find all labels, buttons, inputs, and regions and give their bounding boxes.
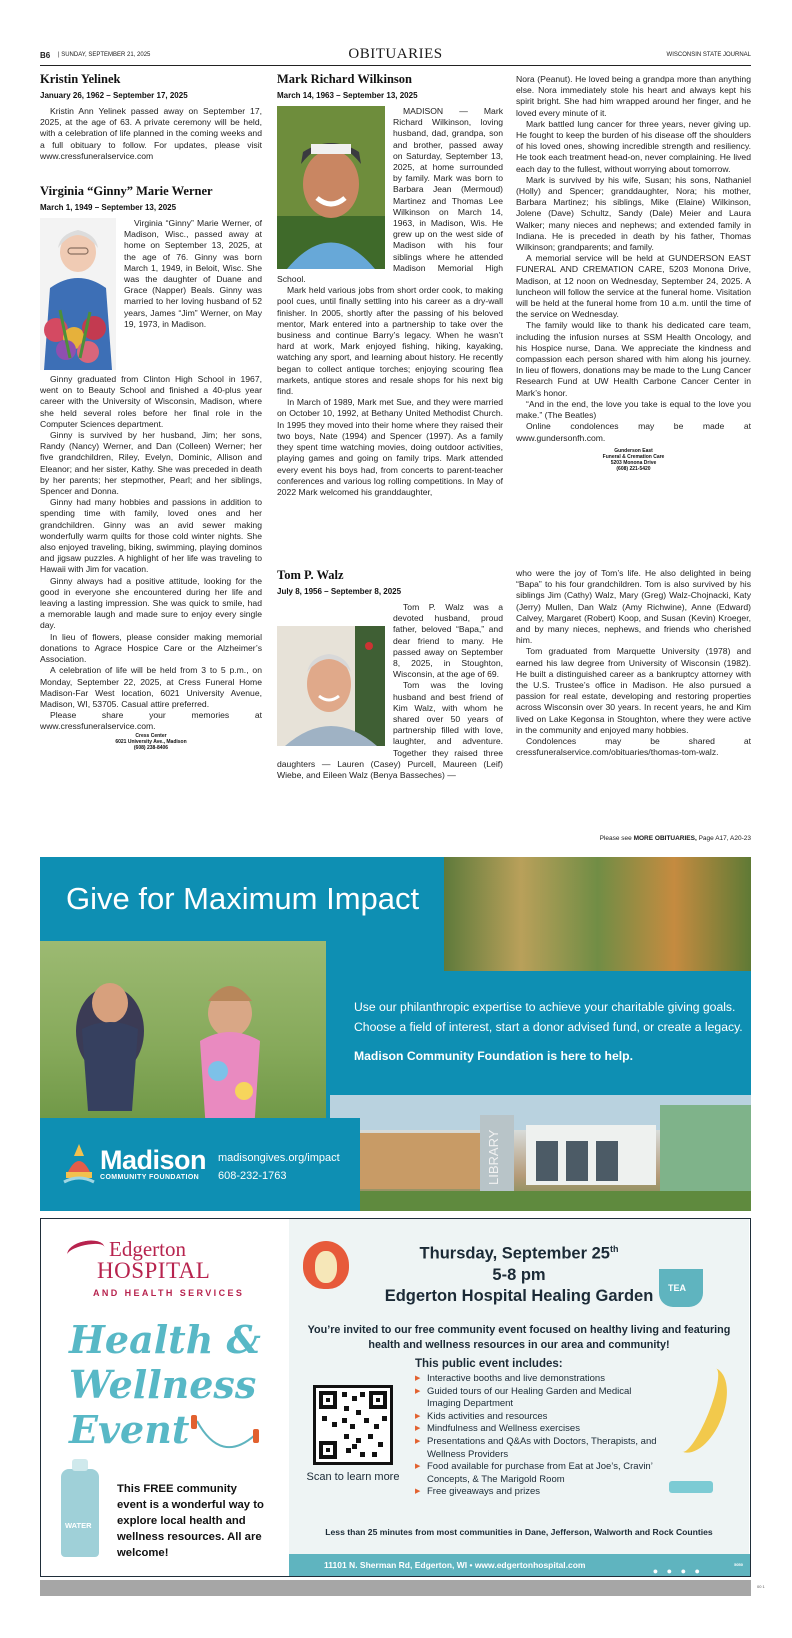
ad-footer-bar [289,1554,751,1576]
obit-dates: March 1, 1949 – September 13, 2025 [40,203,177,213]
tea-label: TEA [668,1283,686,1293]
obit-name: Tom P. Walz [277,568,344,582]
ad-code: 5050 [734,1562,743,1567]
free-event-text: This FREE community event is a wonderful way to explore local health and wellness resources. All are welcome! [117,1483,264,1559]
bottom-gray-bar [40,1580,751,1596]
social-icons[interactable]: ● ● ● ● [652,1566,703,1576]
funeral-home-address: 5203 Monona Drive [610,459,657,466]
edgerton-hospital-ad[interactable] [40,1218,751,1577]
event-details [289,1239,749,1307]
funeral-home-phone: (608) 238-8406 [133,744,169,751]
obit-paragraph: Condolences may be shared at cressfuneralservice.com/obituaries/thomas-tom-walz. [516,736,751,758]
obit-paragraph: In March of 1989, Mark met Sue, and they were married on October 10, 1992, at Bethany United Methodist Church. In 1995 they moved into their home where they raised their two boys, Nate (1994) and Spencer (1997). As a family they spent time watching movies, doing outdoor activities, playing games and going on family trips. Mark attended every event his boys had, from concerts to parent-teacher conferences and various log rolling competitions. In May of 2022 Mark welcomed his granddaughter, [277,397,503,497]
madison-foundation-ad[interactable] [40,857,751,1211]
obit-paragraph: Tom graduated from Marquette University (1978) and earned his law degree from University of Wisconsin (1982). He built a distinguished career as a bankruptcy attorney with the U.S. Trustee’s office in Madison. He also pursued a passion for real estate, developing and restoring properties across Wisconsin over 30 years. In recent years, he and Kim lived on Lake Kegonsa in Stoughton, where they were active in the community and enjoyed many hobbies. [516,646,751,735]
obit-name: Mark Richard Wilkinson [277,72,412,86]
funeral-home-address: 6021 University Ave., Madison [115,738,187,745]
ad-copy [354,997,744,1066]
hospital-address[interactable]: 11101 N. Sherman Rd, Edgerton, WI • www.edgertonhospital.com [324,1560,586,1570]
jump-rope-icon [191,1415,261,1455]
funeral-home-name: Cress Center [135,732,167,739]
event-venue: Edgerton Hospital Healing Garden [384,1286,654,1305]
obit-paragraph: The family would like to thank his dedicated care team, including the infusion nurses at SSM Health Oncology, and his Hospice nurse, Dana. We appreciate the kindness and compassion each person shared with him along his journey. In lieu of flowers, donations may be made to the Lung Cancer Research Fund at UW Health Carbone Cancer Center in Mark’s honor. [516,320,751,398]
obit-paragraph: Virginia “Ginny” Marie Werner, of Madison, Wisc., passed away at home on September 13, 2025, at the age of 76. Ginny was born March 1, 1949, in Beloit, Wisc. She was the daughter of Duane and Grace (Napper) Beals. Ginny was married to her loving husband of 52 years, James “Jim” Werner, on May 19, 1973, in Madison. [124,218,262,329]
section-title: OBITUARIES [348,46,443,62]
headline-line: Health & [69,1317,261,1362]
includes-heading: This public event includes: [415,1358,563,1370]
more-obits-note [600,835,751,842]
list-item: ▶ Mindfulness and Wellness exercises [415,1423,665,1436]
obit-column-2 [277,72,503,498]
page-header [40,46,751,66]
obit-paragraph: Ginny had many hobbies and passions in addition to spending time with family, loved ones and her grandchildren. Ginny was an avid sewer making wonderfully warm quilts for those cold winter nights. She also enjoyed traveling, biking, swimming, playing dominos and jigsaw puzzles. A highlight of her life was traveling to Hawaii with Jim for vacation. [40,497,262,575]
dumbbell-icon [669,1481,713,1493]
list-item: ▶ Food available for purchase from Eat at Joe’s, Cravin’ Concepts, & The Marigold Room [415,1461,665,1486]
list-item: ▶ Interactive booths and live demonstrations [415,1373,665,1386]
obit-paragraph: Please share your memories at www.cressfuneralservice.com. [40,710,262,732]
page-number: B6 [40,51,51,60]
obit-column-3 [516,74,751,472]
obit-photo-tom [277,626,385,746]
obit-paragraph: MADISON — Mark Richard Wilkinson, loving husband, dad, grandpa, son and brother, passed away on Saturday, September 13, 2025, at home surrounded by family. Mark was born to Barbara Jean (Mermoud) Martinez and Thomas Lee Wilkinson on March 14, 1963, in Madison, Wis. He grew up on the west side of Madison with his four siblings where he attended Madison Memorial High School. [277,106,503,285]
ad-headline: Give for Maximum Impact [66,881,420,916]
paper-name: WISCONSIN STATE JOURNAL [666,52,751,58]
water-bottle-icon [61,1469,99,1557]
logo-name: Madison [100,1145,207,1175]
ad-url[interactable]: madisongives.org/impact [218,1152,340,1164]
obit-dates: July 8, 1956 – September 8, 2025 [277,587,402,596]
obit-tom-part1 [277,568,503,781]
funeral-home-name: Gunderson East [614,447,653,454]
hospital-logo-line3: AND HEALTH SERVICES [93,1288,245,1298]
obit-paragraph: “And in the end, the love you take is equal to the love you make.” (The Beatles) [516,398,751,421]
obit-paragraph: Ginny graduated from Clinton High School in 1967, went on to Beauty School and finished a 40-plus year career with the University of Wisconsin, Madison, where she held several roles before her final role in the Computer Sciences department. [40,374,262,429]
obit-paragraph: In lieu of flowers, please consider making memorial donations to Agrace Hospice Care or the Alzheimer’s Association. [40,631,262,665]
library-photo [330,1095,751,1211]
obit-paragraph: Kristin Ann Yelinek passed away on September 17, 2025, at the age of 63. A private ceremony will be held, with a celebration of life planned in the coming weeks and a full obituary to follow. For updates, please visit www.cressfuneralservice.com [40,106,262,161]
event-invite: You’re invited to our free community event focused on healthy living and featuring health and wellness resources in our area and community! [307,1324,731,1351]
note-lead: Please see [599,835,634,842]
list-item: ▶ Free giveaways and prizes [415,1486,665,1499]
logo-sub: COMMUNITY FOUNDATION [100,1174,200,1181]
scan-caption: Scan to learn more [306,1471,400,1483]
headline-line: Event [69,1407,190,1452]
ad-phone[interactable]: 608-232-1763 [218,1170,287,1182]
qr-code[interactable] [313,1385,393,1465]
obit-name: Virginia “Ginny” Marie Werner [40,184,213,199]
obit-paragraph: Mark is survived by his wife, Susan; his sons, Nathaniel (Holly) and Spencer; granddaughter, Nora; his mother, Barbara Martinez; his siblings, Mike (Elaine) Wilkinson, Jolene (Dave) Schultz, Sandy (Dale) Meier and Laura Walker; many nieces and nephews; and extended family in Indiana. He is preceded in death by his father, Thomas Wilkinson; grandparents; and family. [516,174,751,253]
note-pages: Page A17, A20-23 [696,835,751,842]
includes-list [415,1373,665,1499]
obit-dates: January 26, 1962 – September 17, 2025 [40,91,188,100]
funeral-home-type: Funeral & Cremation Care [602,453,665,460]
event-date [289,1239,749,1265]
obit-paragraph: Nora (Peanut). He loved being a grandpa more than anything else. Nora immediately stole his heart and always kept his spirit bright. She had him wrapped around her finger, and he loved every minute of it. [516,74,751,118]
water-label: WATER [65,1521,92,1530]
funeral-home-phone: (608) 221-5420 [616,465,651,472]
page-date: | SUNDAY, SEPTEMBER 21, 2025 [58,52,151,58]
obit-tom-part2 [516,568,751,758]
funeral-home-info [40,733,262,751]
list-item: ▶ Guided tours of our Healing Garden and Medical Imaging Department [415,1386,665,1411]
headline-line: Wellness [69,1362,257,1407]
ad-line: Use our philanthropic expertise to achieve your charitable giving goals. [354,1000,736,1014]
hospital-logo-line2: HOSPITAL [97,1258,211,1283]
event-time: 5-8 pm [492,1265,546,1284]
obit-paragraph: A celebration of life will be held from 3 to 5 p.m., on Monday, September 22, 2025, at Cress Funeral Home Madison-Far West location, 6021 University Avenue, Madison, WI, 53705. Casual attire preferred. [40,665,262,709]
obit-paragraph: Ginny always had a positive attitude, looking for the good in everyone she encountered during her life and leaving a lasting impression. She was quick to smile, had a memorable laugh and made sure to enjoy every single day. [40,575,262,631]
funeral-home-info [516,448,751,472]
hospital-logo-line1: Edgerton [109,1237,186,1261]
obit-photo-mark [277,106,385,269]
obit-column-1 [40,72,262,751]
obit-paragraph: Online condolences may be made at www.gundersonfh.com. [516,421,751,443]
list-item: ▶ Kids activities and resources [415,1411,665,1424]
obit-dates: March 14, 1963 – September 13, 2025 [277,91,418,100]
distance-note: Less than 25 minutes from most communities in Dane, Jefferson, Walworth and Rock Counties [325,1527,713,1537]
page-code: 00 1 [757,1584,765,1589]
ad-tagline: Madison Community Foundation is here to help. [354,1049,633,1063]
obit-paragraph: who were the joy of Tom’s life. He also delighted in being “Bapa” to his four grandchildren. Tom is also survived by his siblings Jim (Cathy) Walz, Mary (Greg) Walz-Chojnacki, Katy (Jerry) Mullen, Dan Walz (Amy Richwine), Anne (Edward) Calvey, Margaret (Robert) Koop, and Susan (Kevin) Kroeger, and by many nieces, nephews, and friends who cherished him. [516,568,751,646]
event-date-text: Thursday, September 25 [419,1244,610,1263]
madison-capitol-icon [62,1142,96,1186]
ad-contact [218,1149,340,1185]
obit-photo-virginia [40,218,116,370]
event-date-suffix: th [609,1244,619,1254]
obit-paragraph: A memorial service will be held at GUNDERSON EAST FUNERAL AND CREMATION CARE, 5203 Monona Drive, Madison, at 12 noon on Wednesday, September 24, 2025. A luncheon will follow the service at the funeral home. Visitation will be held at the funeral home from 10 a.m. until the time of the service on Wednesday. [516,253,751,320]
obit-paragraph: Ginny is survived by her husband, Jim; her sons, Randy (Nancy) Werner, and Dan (Colleen) Werner; her five grandchildren, Riley, Evelyn, Dominic, Allison and Eleanor; and her sister, Kathy. She was preceded in death by her parents; her stepmother, Pearl; and her siblings, Spencer and Donna. [40,430,262,497]
obit-paragraph: Tom was the loving husband and best friend of Kim Walz, with whom he shared over 50 years of partnership filled with love, laughter, and adventure. Together they raised three daughters — Lauren (Casey) Purcell, Maureen (Leif) Wiebe, and Eileen Walz (Benya Basseches) — [277,680,503,781]
list-item: ▶ Presentations and Q&As with Doctors, Therapists, and Wellness Providers [415,1436,665,1461]
library-sign: LIBRARY [486,1129,501,1185]
ad-line: Choose a field of interest, start a donor advised fund, or create a legacy. [354,1020,743,1034]
note-bold: MORE OBITUARIES, [633,835,697,842]
obit-paragraph: Mark battled lung cancer for three years, never giving up. He fought to keep the burden of his disease off the shoulders of his loved ones, showing incredible strength and resiliency. He took each treatment head-on, never complaining. He lived each day to the fullest, without worrying about tomorrow. [516,118,751,174]
madison-logo [100,1145,206,1181]
obit-name: Kristin Yelinek [40,72,121,86]
obit-paragraph: Mark held various jobs from short order cook, to making pool cues, until finally settling into his career as a dry-wall finisher. In 2005, shortly after the passing of his beloved mentor, Mark entered into a partnership to take over the business and continue Barry’s legacy. When he wasn’t hard at work, Mark enjoyed fishing, hiking, kayaking, watching any sport, and learning about history. He recently began to collect antique torches; enjoying scouring flea markets, antique stores and resale shops for his next big find. [277,285,503,397]
obit-paragraph: Tom P. Walz was a devoted husband, proud father, beloved “Bapa,” and dear friend to many. He passed away on September 8, 2025, in Stoughton, Wisconsin, at the age of 69. [393,602,503,680]
forest-photo [444,857,751,971]
